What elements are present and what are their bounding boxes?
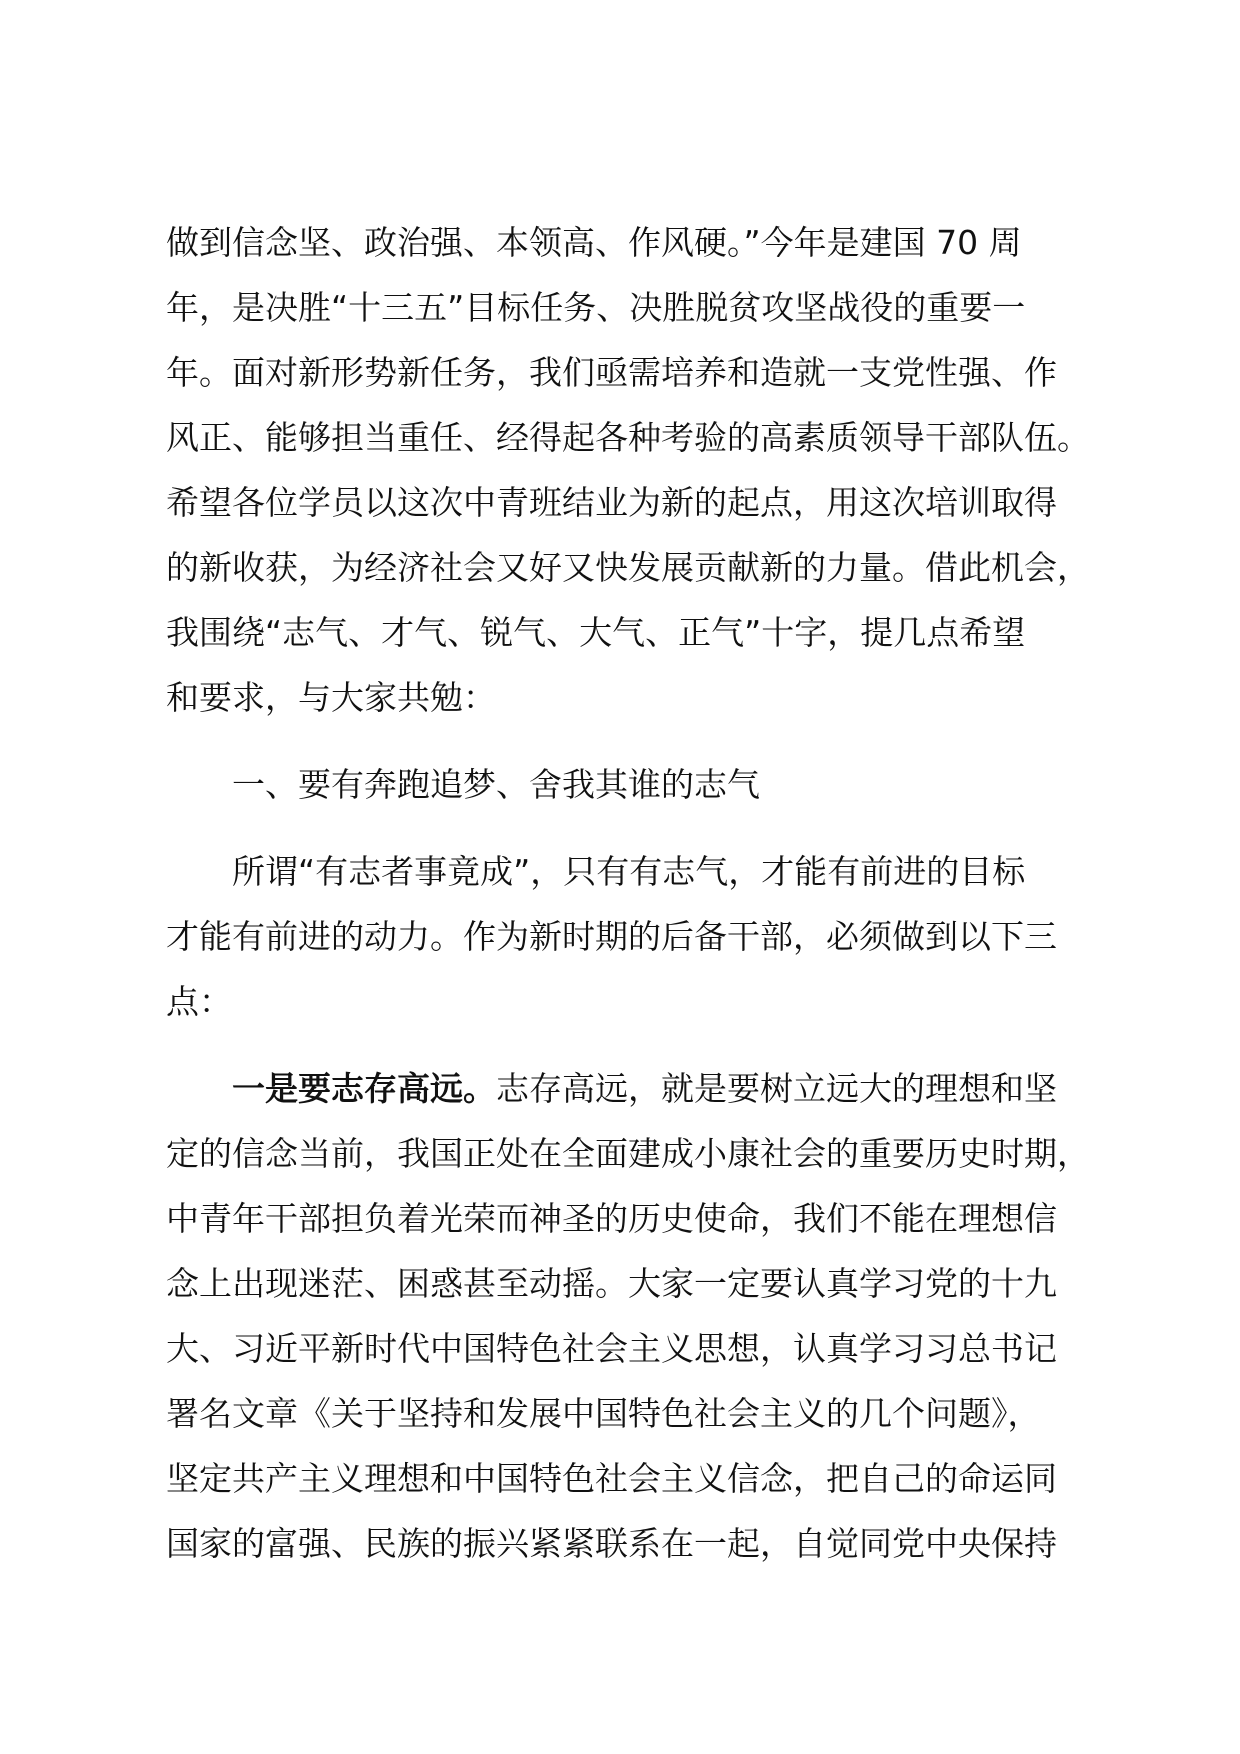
text-line: 年，是决胜“十三五”目标任务、决胜脱贫攻坚战役的重要一 xyxy=(166,288,1026,327)
text-line: 念上出现迷茫、困惑甚至动摇。大家一定要认真学习党的十九 xyxy=(166,1264,1057,1303)
text-line: 风正、能够担当重任、经得起各种考验的高素质领导干部队伍。 xyxy=(166,418,1090,457)
text-line: 大、习近平新时代中国特色社会主义思想，认真学习习总书记 xyxy=(166,1329,1057,1368)
paragraph-3 xyxy=(166,1056,1106,1576)
paragraph-2 xyxy=(166,839,1106,1034)
text-line: 希望各位学员以这次中青班结业为新的起点，用这次培训取得 xyxy=(166,483,1057,522)
paragraph-1 xyxy=(166,210,1106,730)
text-line: 中青年干部担负着光荣而神圣的历史使命，我们不能在理想信 xyxy=(166,1199,1057,1238)
text-line: 的新收获，为经济社会又好又快发展贡献新的力量。借此机会， xyxy=(166,548,1090,587)
text-line: 才能有前进的动力。作为新时期的后备干部，必须做到以下三 xyxy=(166,917,1057,956)
text-line: 坚定共产主义理想和中国特色社会主义信念，把自己的命运同 xyxy=(166,1459,1057,1498)
text-line: 国家的富强、民族的振兴紧紧联系在一起，自觉同党中央保持 xyxy=(166,1524,1057,1563)
text-line: 署名文章《关于坚持和发展中国特色社会主义的几个问题》， xyxy=(166,1394,1041,1433)
text-span: 志存高远，就是要树立远大的理想和坚 xyxy=(496,1069,1057,1108)
text-line: 做到信念坚、政治强、本领高、作风硬。”今年是建国 70 周 xyxy=(166,223,1022,262)
text-line: 定的信念当前，我国正处在全面建成小康社会的重要历史时期， xyxy=(166,1134,1090,1173)
text-line: 点： xyxy=(166,982,232,1021)
text-line: 年。面对新形势新任务，我们亟需培养和造就一支党性强、作 xyxy=(166,353,1057,392)
section-heading: 一、要有奔跑追梦、舍我其谁的志气 xyxy=(232,765,760,804)
text-line: 和要求，与大家共勉： xyxy=(166,678,496,717)
lead-phrase: 一是要志存高远。 xyxy=(232,1069,496,1108)
text-line: 所谓“有志者事竟成”，只有有志气，才能有前进的目标 xyxy=(232,852,1026,891)
text-line xyxy=(166,1056,1106,1121)
document-body xyxy=(166,210,1106,1576)
text-line: 我围绕“志气、才气、锐气、大气、正气”十字，提几点希望 xyxy=(166,613,1026,652)
